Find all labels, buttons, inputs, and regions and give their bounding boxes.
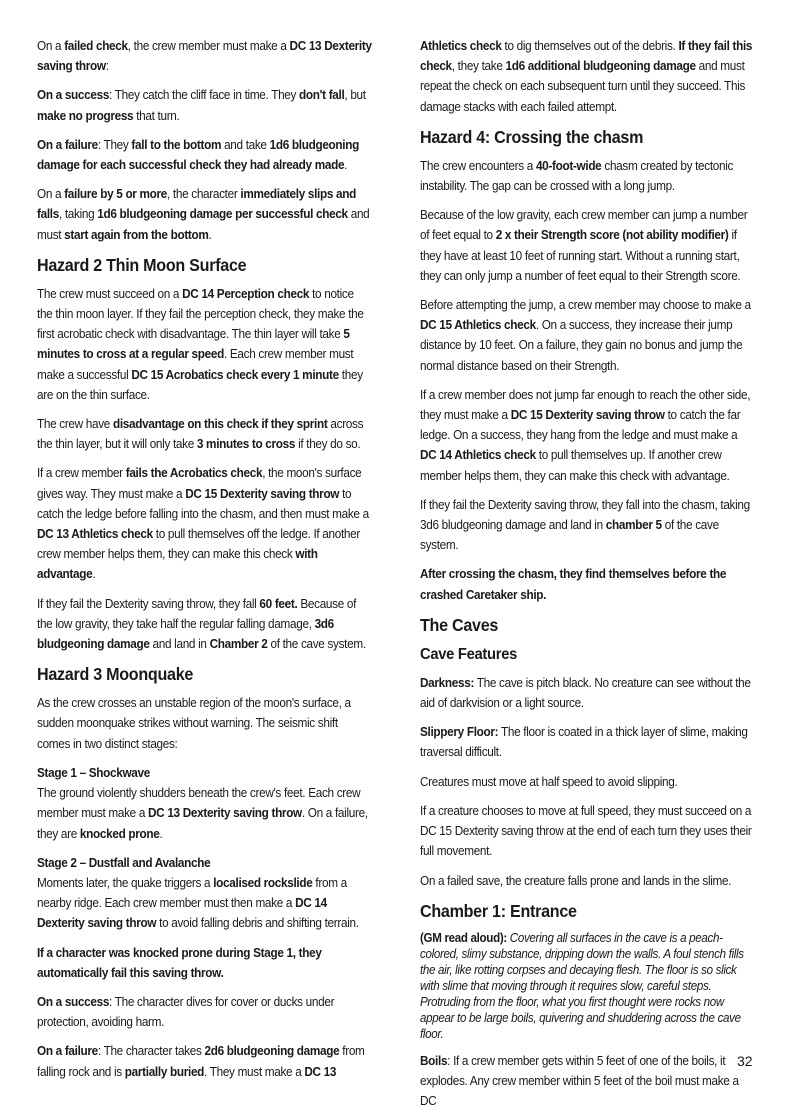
gm-read-aloud <box>420 930 755 1042</box>
paragraph <box>420 495 755 556</box>
page-number: 32 <box>737 1053 753 1069</box>
text-run: The crew encounters a <box>420 157 536 173</box>
bold-text-run: On a failure <box>37 1043 98 1059</box>
stage-1-text <box>37 785 368 840</box>
bold-text-run: DC 14 Athletics check <box>420 447 536 463</box>
text-run: : If a crew member gets within 5 feet of one of the boils, it explodes. Any crew member within 5 feet of the boil must make a DC <box>420 1052 739 1109</box>
paragraph <box>420 564 755 604</box>
paragraph <box>37 85 372 125</box>
italic-text-run: Covering all surfaces in the cave is a peach-colored, slimy substance, dripping down the walls. A foul stench fills the air, like rotting corpses and decaying flesh. The floor is so slick with slime that moving through it requires slow, careful steps. Protruding from the floor, what you first thought were rocks now appear to be large boils, quivering and shuddering across the cave floor. <box>420 930 744 1041</box>
bold-text-run: DC 13 Athletics check <box>37 526 153 542</box>
bold-text-run: Chamber 2 <box>209 636 268 652</box>
text-run: chasm created by tectonic instability. The gap can be crossed with a long jump. <box>420 157 734 194</box>
bold-text-run: immediately slips and falls <box>37 186 357 222</box>
text-run: Creatures must move at half speed to avoid slipping. <box>420 773 678 789</box>
bold-text-run: chamber 5 <box>605 517 662 533</box>
text-run: . Each crew member must make a successful <box>37 346 354 382</box>
stage-1-block <box>37 763 372 844</box>
paragraph <box>420 156 755 196</box>
text-run: from falling rock and is <box>37 1043 365 1079</box>
text-run: if they do so. <box>295 436 361 452</box>
text-run: . <box>344 157 348 173</box>
text-run: As the crew crosses an unstable region of the moon's surface, a sudden moonquake strikes without warning. The seismic shift comes in two distinct stages: <box>37 695 351 751</box>
bold-text-run: 1d6 additional bludgeoning damage <box>505 58 696 74</box>
text-run: from a nearby ridge. Each crew member must then make a <box>37 874 347 911</box>
text-run: of the cave system. <box>267 636 366 652</box>
paragraph <box>37 992 372 1032</box>
bold-text-run: Darkness: <box>420 674 475 690</box>
bold-text-run: 3d6 bludgeoning damage <box>37 615 334 652</box>
bold-text-run: 2d6 bludgeoning damage <box>204 1043 340 1059</box>
bold-text-run: 2 x their Strength score (not ability modifier) <box>495 227 729 243</box>
text-run: On a failed save, the creature falls prone and lands in the slime. <box>420 872 732 888</box>
text-run: Moments later, the quake triggers a <box>37 874 214 890</box>
bold-text-run: fails the Acrobatics check <box>125 465 263 481</box>
text-run: Because of the low gravity, each crew member can jump a number of feet equal to <box>420 207 748 243</box>
paragraph <box>37 463 372 584</box>
text-run: that turn. <box>133 107 180 123</box>
section-heading-hazard-3: Hazard 3 Moonquake <box>37 664 194 685</box>
bold-text-run: DC 13 Dexterity saving throw <box>148 805 302 821</box>
text-run: to catch the far ledge. On a success, they hang from the ledge and must make a <box>420 407 741 443</box>
text-run: . On a failure, they are <box>37 805 368 841</box>
text-run: of the cave system. <box>420 517 719 553</box>
paragraph <box>420 871 755 891</box>
bold-text-run: DC 14 Dexterity saving throw <box>37 895 327 931</box>
paragraph <box>37 284 372 405</box>
text-run: If they fail the Dexterity saving throw, they fall into the chasm, taking 3d6 bludgeoning damage and land in <box>420 496 750 533</box>
bold-text-run: DC 15 Athletics check <box>420 317 536 333</box>
bold-text-run: DC 15 Dexterity saving throw <box>185 485 340 501</box>
text-run: . <box>208 226 212 242</box>
left-column <box>37 36 371 1091</box>
text-run: : They catch the cliff face in time. They <box>109 87 300 103</box>
text-run: , the crew member must make a <box>127 38 290 53</box>
subheading-cave-features: Cave Features <box>420 645 518 663</box>
bold-text-run: don't fall <box>299 87 345 103</box>
bold-text-run: with advantage <box>37 546 318 582</box>
text-run: to avoid falling debris and shifting terrain. <box>156 915 359 931</box>
bold-text-run: After crossing the chasm, they find themselves before the crashed Caretaker ship. <box>420 566 727 602</box>
section-heading-the-caves: The Caves <box>420 614 499 635</box>
text-run: If a crew member <box>37 465 126 481</box>
bold-text-run: knocked prone <box>79 825 160 841</box>
paragraph <box>37 135 372 175</box>
stage-2-block <box>37 853 372 934</box>
bold-text-run: On a success <box>37 87 110 103</box>
bold-text-run: partially buried <box>124 1063 205 1079</box>
text-run: Because of the low gravity, they take half the regular falling damage, <box>37 595 357 631</box>
paragraph <box>37 1041 372 1081</box>
paragraph <box>37 693 372 754</box>
bold-text-run: DC 15 Acrobatics check every 1 minute <box>131 366 339 382</box>
bold-text-run: failed check <box>64 38 128 53</box>
paragraph <box>420 295 755 376</box>
bold-text-run: DC 15 Dexterity saving throw <box>510 407 665 423</box>
bold-text-run: Slippery Floor: <box>420 724 499 740</box>
bold-text-run: fall to the bottom <box>131 136 222 152</box>
bold-text-run: On a success <box>37 993 110 1009</box>
bold-text-run: DC 13 Dexterity saving throw <box>37 38 372 74</box>
paragraph <box>37 943 372 983</box>
text-run: across the thin layer, but it will only take <box>37 416 364 452</box>
bold-text-run: 3 minutes to cross <box>196 436 296 452</box>
text-run: and land in <box>149 636 210 652</box>
text-run: . On a success, they increase their jump distance by 10 feet. On a failure, they gain no bonus and jump the normal distance based on their Strength. <box>420 317 743 373</box>
stage-1-title: Stage 1 – Shockwave <box>37 764 150 780</box>
bold-text-run: make no progress <box>37 107 134 123</box>
text-run: , taking <box>58 206 98 222</box>
text-run: if they have at least 10 feet of running start. Without a running start, they can only jump a number of feet equal to their Strength score. <box>420 227 741 283</box>
text-run: The cave is pitch black. No creature can see without the aid of darkvision or a light source. <box>420 674 751 711</box>
bold-text-run: disadvantage on this check if they sprint <box>112 416 328 432</box>
paragraph <box>37 414 372 454</box>
text-run: , the moon's surface gives way. They must make a <box>37 465 362 501</box>
paragraph <box>420 36 755 117</box>
text-run: Before attempting the jump, a crew member may choose to make a <box>420 297 751 313</box>
bold-text-run: (GM read aloud): <box>420 930 507 945</box>
bold-text-run: On a failure <box>37 136 98 152</box>
text-run: The floor is coated in a thick layer of slime, making traversal difficult. <box>420 724 748 760</box>
text-run: : <box>105 58 109 74</box>
bold-text-run: If they fail this check <box>420 38 753 74</box>
text-run: The ground violently shudders beneath the crew's feet. Each crew member must make a <box>37 785 361 821</box>
bold-text-run: 5 minutes to cross at a regular speed <box>37 326 350 362</box>
bold-text-run: DC 14 Perception check <box>182 285 310 301</box>
text-run: . They must make a <box>204 1063 305 1079</box>
text-run: If a crew member does not jump far enough to reach the other side, they must make a <box>420 386 751 423</box>
text-run: to catch the ledge before falling into the chasm, and then must make a <box>37 485 369 521</box>
paragraph <box>37 184 372 245</box>
section-heading-hazard-2: Hazard 2 Thin Moon Surface <box>37 254 247 275</box>
text-run: The crew must succeed on a <box>37 285 183 301</box>
text-run: : The character takes <box>97 1043 205 1059</box>
bold-text-run: 1d6 bludgeoning damage for each successful check they had already made <box>37 136 359 173</box>
section-heading-chamber-1: Chamber 1: Entrance <box>420 900 577 921</box>
paragraph <box>37 594 372 655</box>
text-run: On a <box>37 186 65 202</box>
paragraph <box>420 801 755 862</box>
bold-text-run: 60 feet. <box>259 595 298 611</box>
text-run: , but <box>344 87 366 103</box>
text-run: . <box>159 825 163 841</box>
text-run: On a <box>37 38 65 53</box>
stage-2-title: Stage 2 – Dustfall and Avalanche <box>37 854 211 870</box>
bold-text-run: start again from the bottom <box>64 226 209 242</box>
bold-text-run: Boils <box>420 1052 448 1068</box>
text-run: to pull themselves up. If another crew member helps them, they can make this check with advantage. <box>420 447 730 483</box>
paragraph <box>420 772 755 792</box>
bold-text-run: 40-foot-wide <box>535 157 602 173</box>
text-run: , they take <box>451 58 506 74</box>
text-run: , the character <box>167 186 241 202</box>
paragraph <box>420 722 755 762</box>
text-run: they are on the thin surface. <box>37 366 363 402</box>
stage-2-text <box>37 875 359 930</box>
text-run: and must <box>37 206 370 242</box>
paragraph <box>420 1051 755 1112</box>
paragraph <box>420 205 755 286</box>
bold-text-run: Athletics check <box>420 38 502 53</box>
text-run: to notice the thin moon layer. If they fail the perception check, they make the first acrobatic check with disadvantage. The thin layer will take <box>37 285 364 342</box>
bold-text-run: If a character was knocked prone during Stage 1, they automatically fail this saving throw. <box>37 944 322 980</box>
text-run: If they fail the Dexterity saving throw, they fall <box>37 595 260 611</box>
bold-text-run: localised rockslide <box>213 874 313 890</box>
text-run: The crew have <box>37 416 113 432</box>
text-run: : They <box>97 136 132 152</box>
text-run: to dig themselves out of the debris. <box>501 38 679 53</box>
paragraph <box>37 36 372 76</box>
text-run: If a creature chooses to move at full speed, they must succeed on a DC 15 Dexterity saving throw at the end of each turn they uses their full movement. <box>420 802 752 859</box>
paragraph <box>420 673 755 713</box>
paragraph <box>420 385 755 486</box>
text-run: and take <box>221 136 270 152</box>
bold-text-run: 1d6 bludgeoning damage per successful check <box>97 206 348 222</box>
text-run: . <box>92 566 96 582</box>
bold-text-run: DC 13 <box>304 1063 337 1079</box>
text-run: : The character dives for cover or ducks under protection, avoiding harm. <box>37 993 335 1030</box>
text-run: and must repeat the check on each subsequent turn until they succeed. This damage stacks with each failed attempt. <box>420 58 746 114</box>
right-column <box>420 36 754 1120</box>
section-heading-hazard-4: Hazard 4: Crossing the chasm <box>420 126 644 147</box>
bold-text-run: failure by 5 or more <box>64 186 168 202</box>
text-run: to pull themselves off the ledge. If another crew member helps them, they can make this check <box>37 526 360 562</box>
